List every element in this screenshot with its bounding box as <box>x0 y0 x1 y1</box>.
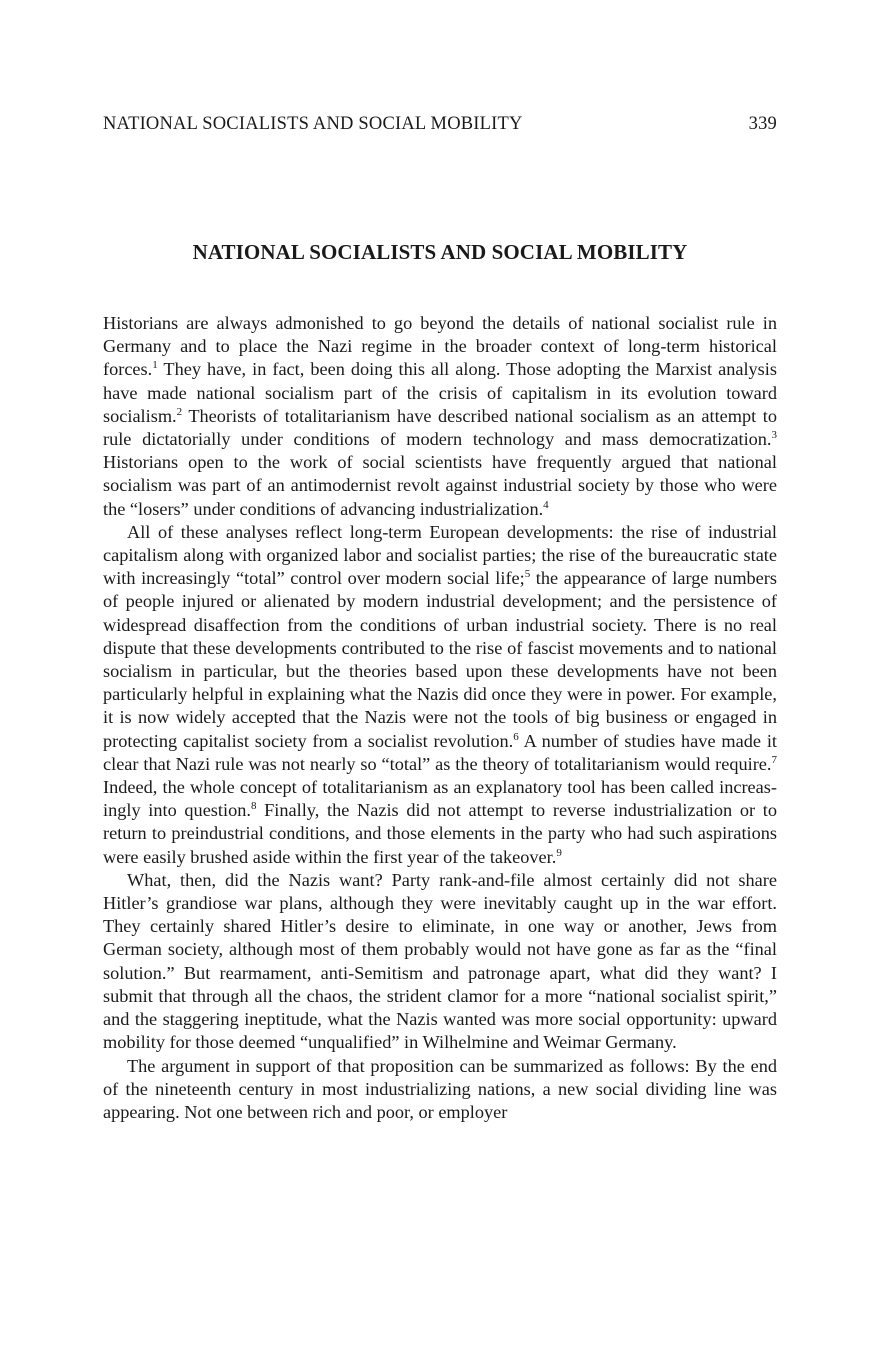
footnote-ref: 4 <box>543 498 549 511</box>
paragraph-2 <box>103 521 777 869</box>
page-number: 339 <box>748 114 777 134</box>
text-run: What, then, did the Nazis want? Party rank-and-file almost certainly did not share Hitler’s grandiose war plans, although they were inevitably caught up in the war effort. They certainly shared Hitler’s desire to eliminate, in one way or another, Jews from German society, although most of them probably would not have gone as far as the “final solution.” But rearmament, anti-Semitism and patronage apart, what did they want? I submit that through all the chaos, the strident clamor for a more “national socialist spirit,” and the staggering ineptitude, what the Nazis wanted was more social opportunity: upward mobility for those deemed “unqualified” in Wilhelmine and Weimar Germany. <box>103 869 777 1053</box>
text-run: Historians are always admonished to go beyond the details of national socialist rule in Germany and to place the Nazi regime in the broader context of long-term historical forces. <box>103 313 777 380</box>
article-body <box>103 312 777 1124</box>
footnote-ref: 1 <box>152 359 158 372</box>
paragraph-3 <box>103 869 777 1055</box>
text-run: Theorists of totalitarianism have described national socialism as an attempt to rule dictatorially under conditions of modern technology and mass democratization. <box>103 405 777 450</box>
text-run: All of these analyses reflect long-term European developments: the rise of industrial capitalism along with organized labor and socialist parties; the rise of the bureaucratic state with increasingly “total” control over modern social life; <box>103 521 777 589</box>
text-run: the appearance of large numbers of people injured or alienated by modern industrial development; and the persistence of widespread disaffection from the conditions of urban industrial society. There is no real dispute that these developments contributed to the rise of fascist movements and to national socialism in particular, but the theories based upon these developments have not been particularly helpful in explaining what the Nazis did once they were in power. For example, it is now widely accepted that the Nazis were not the tools of big business or engaged in protecting capitalist society from a socialist revolution. <box>103 568 777 751</box>
article-title: NATIONAL SOCIALISTS AND SOCIAL MOBILITY <box>192 240 688 264</box>
footnote-ref: 6 <box>513 730 519 743</box>
footnote-ref: 5 <box>524 568 531 581</box>
text-run: Indeed, the whole concept of totalitarianism as an explanatory tool has been called increasingly into question. <box>103 777 777 821</box>
footnote-ref: 3 <box>771 429 777 442</box>
footnote-ref: 9 <box>556 846 562 859</box>
text-run: Historians open to the work of social scientists have frequently argued that national socialism was part of an antimodernist revolt against industrial society by those who were the “losers” under conditions of advancing industrialization. <box>103 452 777 519</box>
footnote-ref: 7 <box>771 753 777 766</box>
paragraph-1 <box>103 312 777 521</box>
page <box>103 110 777 1124</box>
text-run: The argument in support of that proposition can be summarized as follows: By the end of the nineteenth century in most industrializing nations, a new social dividing line was appearing. Not one between rich and poor, or employer <box>103 1055 777 1122</box>
footnote-ref: 8 <box>250 800 257 813</box>
paragraph-4 <box>103 1055 777 1125</box>
running-head <box>103 110 777 140</box>
running-head-title: NATIONAL SOCIALISTS AND SOCIAL MOBILITY <box>103 114 523 134</box>
footnote-ref: 2 <box>176 405 183 418</box>
text-run: They have, in fact, been doing this all along. Those adopting the Marxist analysis have made national socialism part of the crisis of capitalism in its evolution toward socialism. <box>103 359 777 426</box>
text-run: A number of studies have made it clear that Nazi rule was not nearly so “total” as the theory of totalitarianism would require. <box>103 730 777 774</box>
text-run: Finally, the Nazis did not attempt to reverse industrialization or to return to preindustrial conditions, and those elements in the party who had such aspirations were easily brushed aside within the first year of the takeover. <box>103 800 778 867</box>
